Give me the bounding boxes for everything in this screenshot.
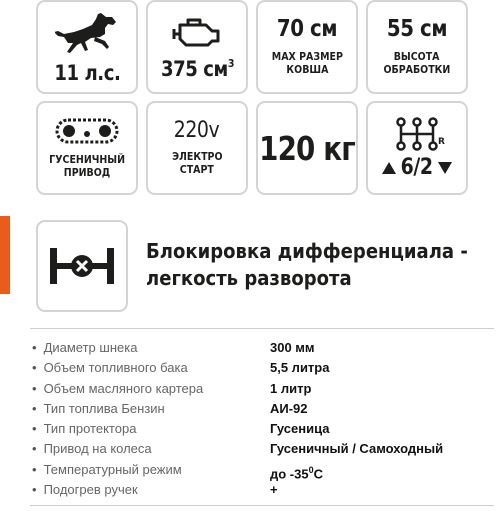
spec-label: • Объем топливного бака bbox=[32, 358, 188, 378]
gears-row bbox=[381, 157, 452, 179]
gears-value: 6/2 bbox=[401, 155, 433, 180]
triangle-down-icon bbox=[437, 161, 453, 175]
spec-label: • Тип протектора bbox=[32, 419, 136, 439]
bucket-width-value: 70 см bbox=[276, 16, 338, 42]
start-tile bbox=[146, 101, 248, 195]
accent-bar bbox=[0, 216, 10, 294]
spec-row bbox=[32, 439, 482, 459]
spec-row bbox=[32, 379, 482, 399]
differential-lock-tile bbox=[36, 220, 128, 312]
spec-row bbox=[32, 480, 482, 500]
spec-value: АИ-92 bbox=[270, 400, 308, 416]
specs-list bbox=[32, 338, 482, 500]
spec-value: Гусеничный / Самоходный bbox=[270, 441, 444, 457]
feature-title bbox=[146, 238, 468, 292]
power-tile bbox=[36, 0, 138, 94]
bucket-width-label-1: MAX РАЗМЕР bbox=[271, 50, 343, 63]
engine-icon bbox=[172, 15, 222, 49]
triangle-up-icon bbox=[381, 161, 397, 175]
reverse-mark: R bbox=[438, 137, 445, 147]
spec-row bbox=[32, 419, 482, 439]
drive-tile bbox=[36, 101, 138, 195]
start-label-2: СТАРТ bbox=[179, 163, 215, 176]
start-label-1: ЭЛЕКТРО bbox=[171, 150, 223, 163]
power-value: 11 л.с. bbox=[53, 60, 121, 85]
spec-label: • Привод на колеса bbox=[32, 439, 152, 459]
weight-tile bbox=[256, 101, 358, 195]
weight-value: 120 кг bbox=[259, 128, 355, 168]
spec-value: + bbox=[270, 482, 278, 498]
height-label-1: ВЫСОТА bbox=[394, 50, 440, 63]
spec-label: • Объем масляного картера bbox=[32, 379, 203, 399]
spec-label: • Подогрев ручек bbox=[32, 480, 138, 500]
spec-value: 300 мм bbox=[270, 340, 315, 355]
spec-value: до $-35^0С$ bbox=[270, 464, 323, 482]
divider-top bbox=[30, 328, 494, 329]
spec-label: • Температурный режим bbox=[32, 460, 182, 480]
spec-row bbox=[32, 460, 482, 480]
height-value: 55 см bbox=[386, 16, 448, 42]
spec-value: Гусеница bbox=[270, 421, 330, 437]
feature-line-1: Блокировка дифференциала - bbox=[146, 239, 468, 263]
drive-label-1: ГУСЕНИЧНЫЙ bbox=[49, 153, 125, 166]
divider-bottom bbox=[30, 505, 494, 506]
bucket-width-tile bbox=[256, 0, 358, 94]
differential-lock-icon bbox=[46, 244, 118, 288]
spec-value: 1 литр bbox=[270, 380, 312, 396]
drive-label-2: ПРИВОД bbox=[63, 166, 111, 179]
start-value: 220v bbox=[174, 118, 220, 143]
spec-row bbox=[32, 399, 482, 419]
gears-tile bbox=[366, 101, 468, 195]
spec-row bbox=[32, 358, 482, 378]
bucket-width-label-2: КОВША bbox=[285, 63, 329, 76]
engine-value: 375 $см^3$ bbox=[160, 56, 234, 81]
feature-line-2: легкость разворота bbox=[146, 266, 352, 290]
spec-row bbox=[32, 338, 482, 358]
spec-label: • Тип топлива Бензин bbox=[32, 399, 165, 419]
height-label-2: ОБРАБОТКИ bbox=[383, 63, 451, 76]
horse-icon bbox=[55, 11, 119, 57]
track-icon bbox=[55, 117, 119, 145]
height-tile bbox=[366, 0, 468, 94]
spec-value: 5,5 литра bbox=[270, 360, 330, 376]
engine-tile bbox=[146, 0, 248, 94]
gear-shift-icon bbox=[393, 117, 445, 151]
spec-label: • Диаметр шнека bbox=[32, 338, 137, 358]
